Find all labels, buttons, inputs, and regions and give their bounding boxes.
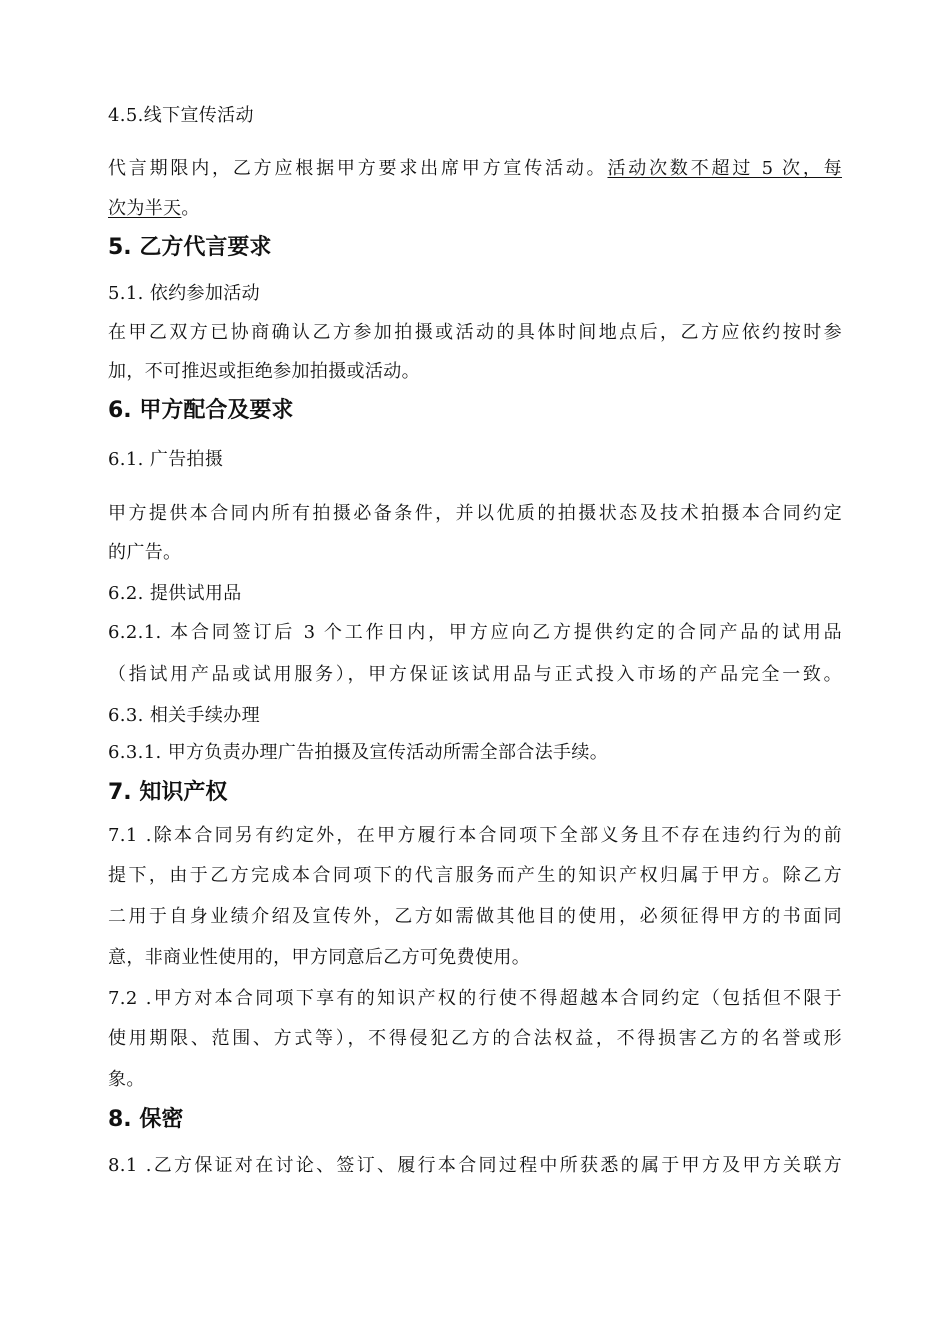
section-7-1-line-1: 7.1 .除本合同另有约定外，在甲方履行本合同项下全部义务且不存在违约行为的前: [108, 825, 842, 846]
section-4-5-text: 代言期限内，乙方应根据甲方要求出席甲方宣传活动。: [108, 158, 608, 179]
section-6-3-1-line: 6.3.1. 甲方负责办理广告拍摄及宣传活动所需全部合法手续。: [108, 742, 609, 763]
section-4-5-tail: 。: [181, 198, 200, 219]
section-6-1-paragraph-line-1: 甲方提供本合同内所有拍摄必备条件，并以优质的拍摄状态及技术拍摄本合同约定: [108, 503, 842, 524]
section-5-1-title: 5.1. 依约参加活动: [108, 283, 260, 304]
section-6-heading: 6. 甲方配合及要求: [108, 398, 294, 423]
section-4-5-underlined-text-cont: 次为半天: [108, 198, 182, 219]
section-7-2-line-1: 7.2 .甲方对本合同项下享有的知识产权的行使不得超越本合同约定（包括但不限于: [108, 988, 842, 1009]
section-8-heading: 8. 保密: [108, 1107, 184, 1132]
section-4-5-title: 4.5.线下宣传活动: [108, 105, 254, 126]
section-7-2-line-3: 象。: [108, 1069, 145, 1090]
section-4-5-paragraph-line-2: [108, 197, 842, 221]
section-6-2-1-line-1: 6.2.1. 本合同签订后 3 个工作日内，甲方应向乙方提供约定的合同产品的试用品: [108, 622, 842, 643]
section-6-2-1-line-2: （指试用产品或试用服务），甲方保证该试用品与正式投入市场的产品完全一致。: [108, 664, 842, 685]
section-4-5-underlined-text: 活动次数不超过 5 次，每: [607, 158, 842, 179]
section-5-1-paragraph-line-1: 在甲乙双方已协商确认乙方参加拍摄或活动的具体时间地点后，乙方应依约按时参: [108, 322, 842, 343]
section-7-1-line-4: 意，非商业性使用的，甲方同意后乙方可免费使用。: [108, 947, 531, 968]
section-6-1-paragraph-line-2: 的广告。: [108, 542, 182, 563]
section-6-3-title: 6.3. 相关手续办理: [108, 705, 260, 726]
section-8-1-line-1: 8.1 .乙方保证对在讨论、签订、履行本合同过程中所获悉的属于甲方及甲方关联方: [108, 1155, 842, 1176]
section-5-1-paragraph-line-2: 加，不可推迟或拒绝参加拍摄或活动。: [108, 361, 420, 382]
section-6-1-title: 6.1. 广告拍摄: [108, 449, 224, 470]
section-4-5-paragraph-line-1: [108, 157, 842, 181]
section-7-heading: 7. 知识产权: [108, 780, 228, 805]
section-6-2-title: 6.2. 提供试用品: [108, 583, 242, 604]
section-5-heading: 5. 乙方代言要求: [108, 235, 272, 260]
section-7-1-line-2: 提下，由于乙方完成本合同项下的代言服务而产生的知识产权归属于甲方。除乙方: [108, 865, 842, 886]
section-7-2-line-2: 使用期限、范围、方式等），不得侵犯乙方的合法权益，不得损害乙方的名誉或形: [108, 1028, 842, 1049]
section-7-1-line-3: 二用于自身业绩介绍及宣传外，乙方如需做其他目的使用，必须征得甲方的书面同: [108, 906, 842, 927]
